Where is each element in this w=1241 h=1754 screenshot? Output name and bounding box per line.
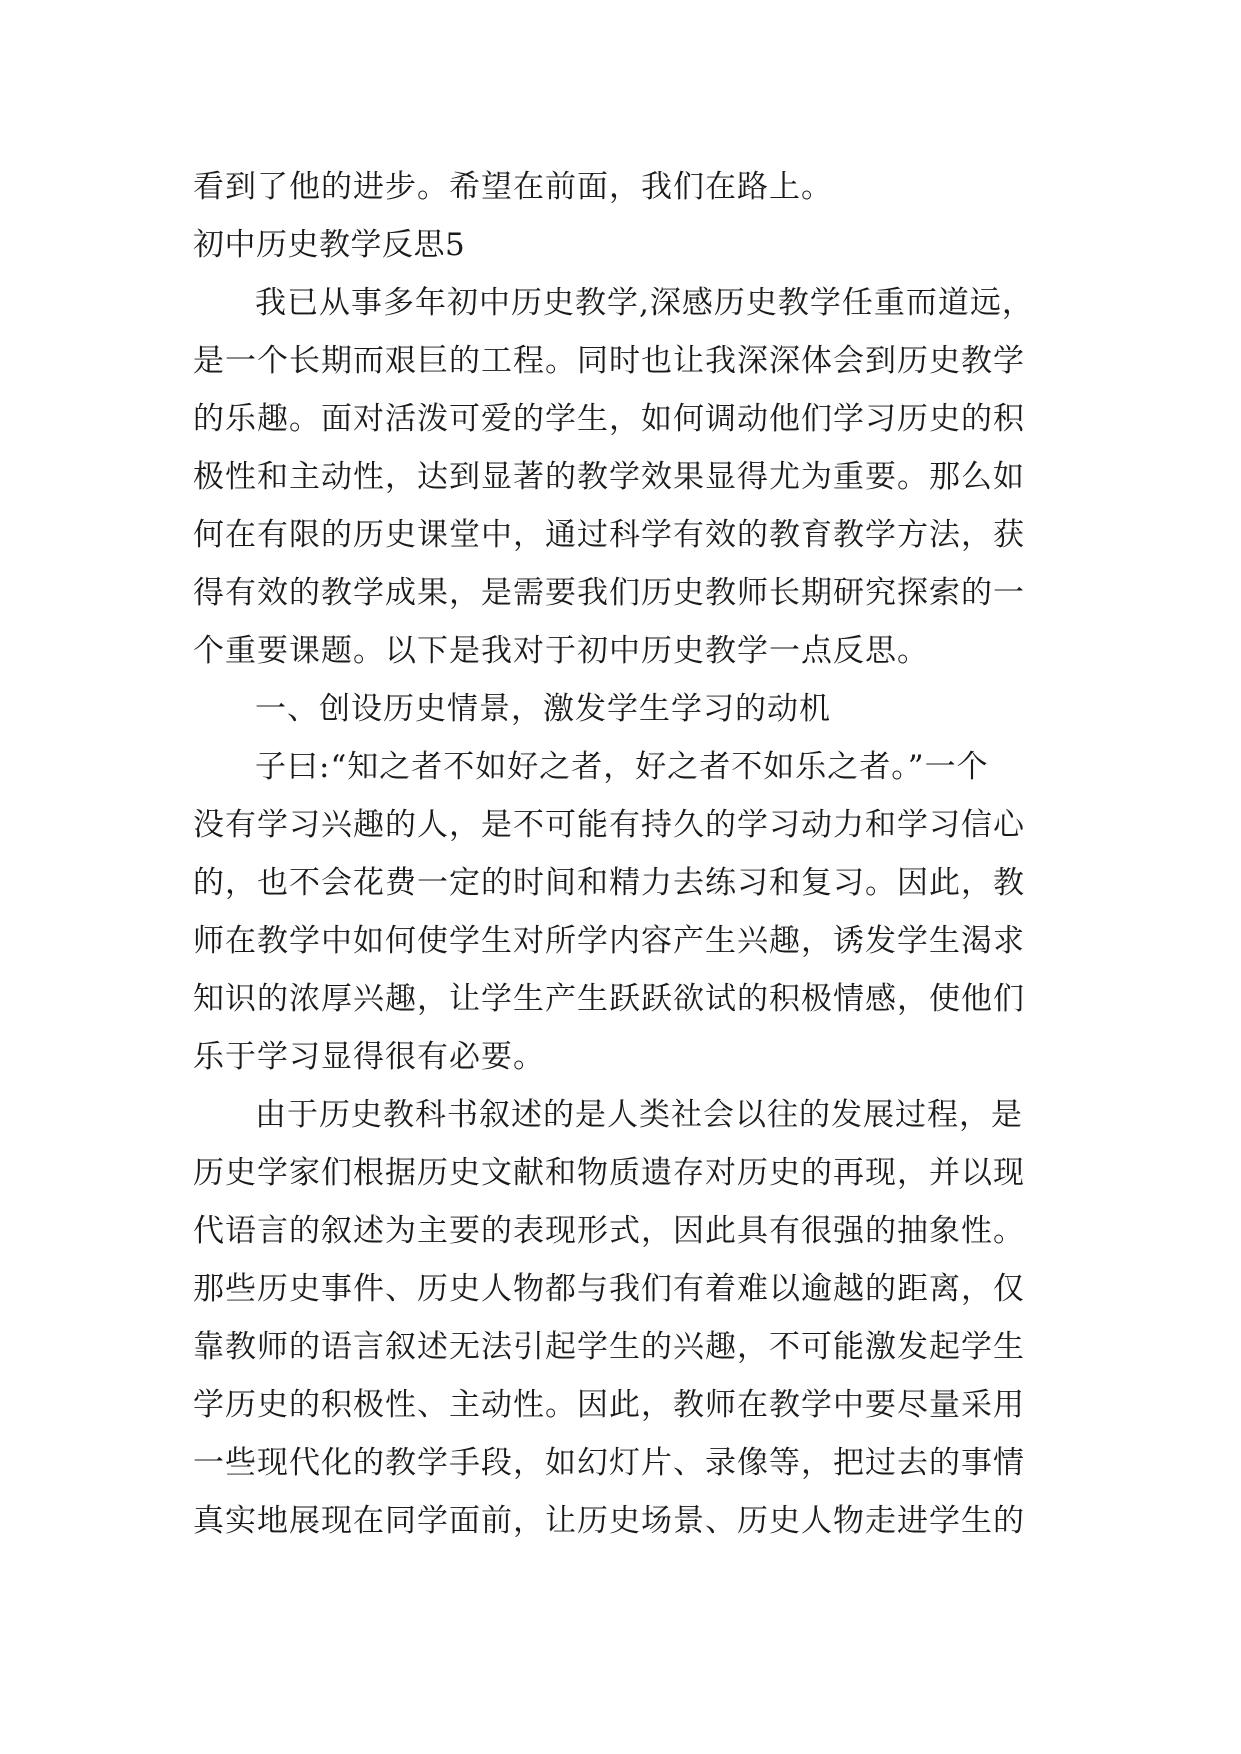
- text-line: 代语言的叙述为主要的表现形式，因此具有很强的抽象性。: [193, 1213, 1025, 1249]
- subsection-heading: 一、创设历史情景，激发学生学习的动机: [255, 691, 831, 727]
- text-line: 由于历史教科书叙述的是人类社会以往的发展过程，是: [255, 1097, 1023, 1133]
- text-line: 一些现代化的教学手段，如幻灯片、录像等，把过去的事情: [193, 1445, 1025, 1481]
- text-line: 我已从事多年初中历史教学,深感历史教学任重而道远，: [255, 285, 1034, 321]
- text-line: 靠教师的语言叙述无法引起学生的兴趣，不可能激发起学生: [193, 1329, 1025, 1365]
- text-line: 是一个长期而艰巨的工程。同时也让我深深体会到历史教学: [193, 343, 1025, 379]
- document-body: [193, 158, 1053, 1550]
- text-line: 乐于学习显得很有必要。: [193, 1039, 545, 1075]
- text-line: 的，也不会花费一定的时间和精力去练习和复习。因此，教: [193, 865, 1025, 901]
- text-line: 知识的浓厚兴趣，让学生产生跃跃欲试的积极情感，使他们: [193, 981, 1025, 1017]
- text-line: 看到了他的进步。希望在前面，我们在路上。: [193, 169, 833, 205]
- section-title: 初中历史教学反思5: [193, 227, 466, 263]
- text-line: 那些历史事件、历史人物都与我们有着难以逾越的距离，仅: [193, 1271, 1025, 1307]
- text-line: 没有学习兴趣的人，是不可能有持久的学习动力和学习信心: [193, 807, 1025, 843]
- text-line: 学历史的积极性、主动性。因此，教师在教学中要尽量采用: [193, 1387, 1025, 1423]
- text-line: 个重要课题。以下是我对于初中历史教学一点反思。: [193, 633, 929, 669]
- text-line: 师在教学中如何使学生对所学内容产生兴趣，诱发学生渴求: [193, 923, 1025, 959]
- text-line: 真实地展现在同学面前，让历史场景、历史人物走进学生的: [193, 1503, 1025, 1539]
- text-line: 子曰:“知之者不如好之者，好之者不如乐之者。”一个: [255, 749, 989, 785]
- text-line: 极性和主动性，达到显著的教学效果显得尤为重要。那么如: [193, 459, 1025, 495]
- text-line: 历史学家们根据历史文献和物质遗存对历史的再现，并以现: [193, 1155, 1025, 1191]
- text-line: 何在有限的历史课堂中，通过科学有效的教育教学方法，获: [193, 517, 1025, 553]
- text-line: 得有效的教学成果，是需要我们历史教师长期研究探索的一: [193, 575, 1025, 611]
- text-line: 的乐趣。面对活泼可爱的学生，如何调动他们学习历史的积: [193, 401, 1025, 437]
